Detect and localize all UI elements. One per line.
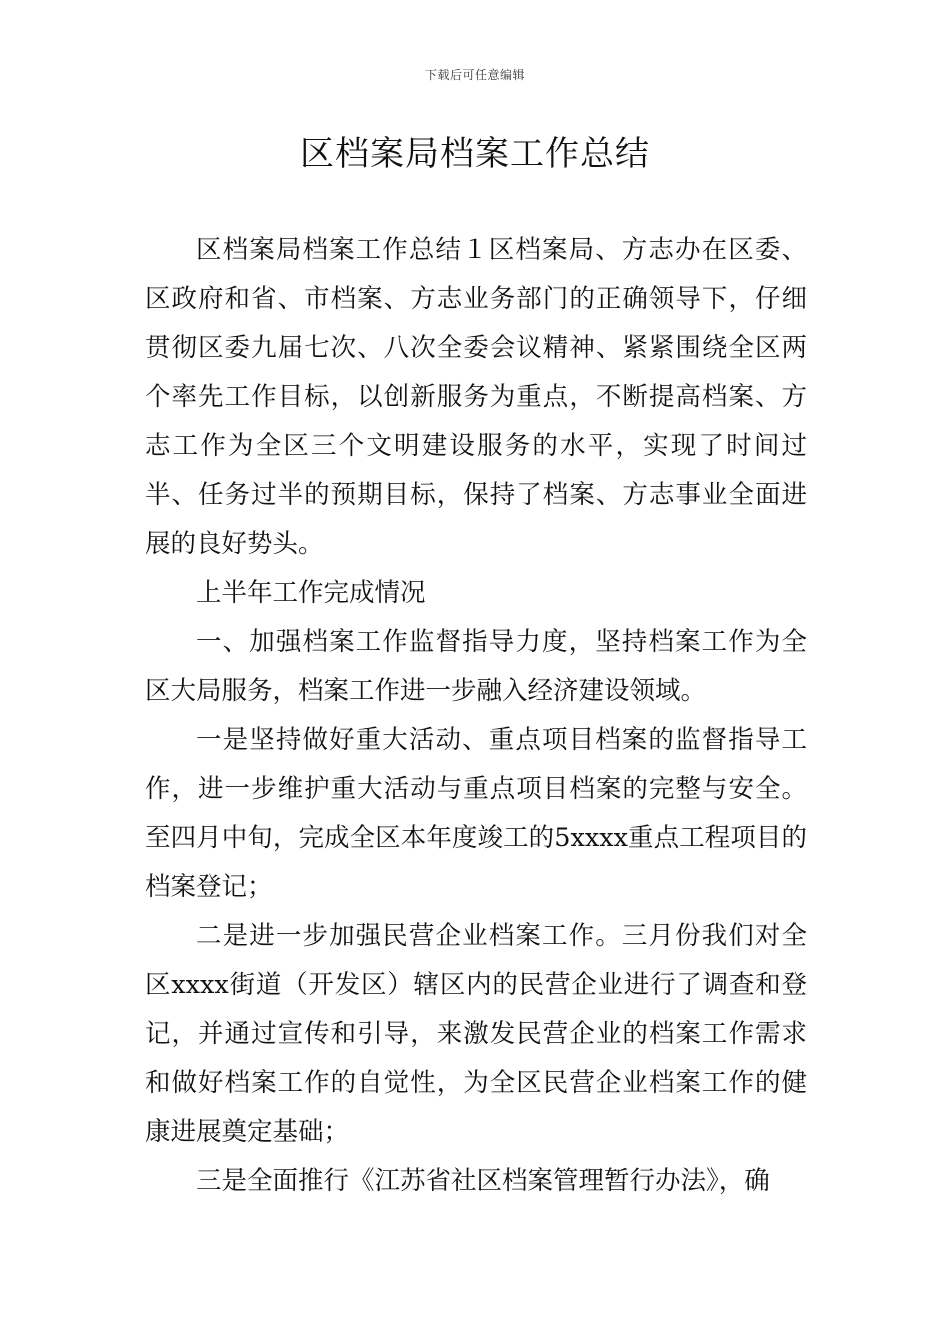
- paragraph-point-three: 三是全面推行《江苏省社区档案管理暂行办法》，确: [196, 1166, 770, 1196]
- paragraph-point-one: 一是坚持做好重大活动、重点项目档案的监督指导工作，进一步维护重大活动与重点项目档案的完整与安全。至四月中旬，完成全区本年度竣工的5xxxx重点工程项目的档案登记；: [145, 725, 807, 902]
- paragraph-point-two: 二是进一步加强民营企业档案工作。三月份我们对全区xxxx街道（开发区）辖区内的民营企业进行了调查和登记，并通过宣传和引导，来激发民营企业的档案工作需求和做好档案工作的自觉性，为全区民营企业档案工作的健康进展奠定基础；: [145, 921, 807, 1147]
- paragraph-section-heading: 上半年工作完成情况: [196, 578, 426, 608]
- paragraph-item-one: 一、加强档案工作监督指导力度，坚持档案工作为全区大局服务，档案工作进一步融入经济建设领域。: [145, 627, 807, 706]
- paragraph-intro: 区档案局档案工作总结１区档案局、方志办在区委、区政府和省、市档案、方志业务部门的正确领导下，仔细贯彻区委九届七次、八次全委会议精神、紧紧围绕全区两个率先工作目标，以创新服务为重点，不断提高档案、方志工作为全区三个文明建设服务的水平，实现了时间过半、任务过半的预期目标，保持了档案、方志事业全面进展的良好势头。: [145, 235, 807, 559]
- document-body: [145, 226, 807, 1206]
- document-title: 区档案局档案工作总结: [300, 134, 650, 174]
- header-note: 下载后可任意编辑: [424, 68, 525, 82]
